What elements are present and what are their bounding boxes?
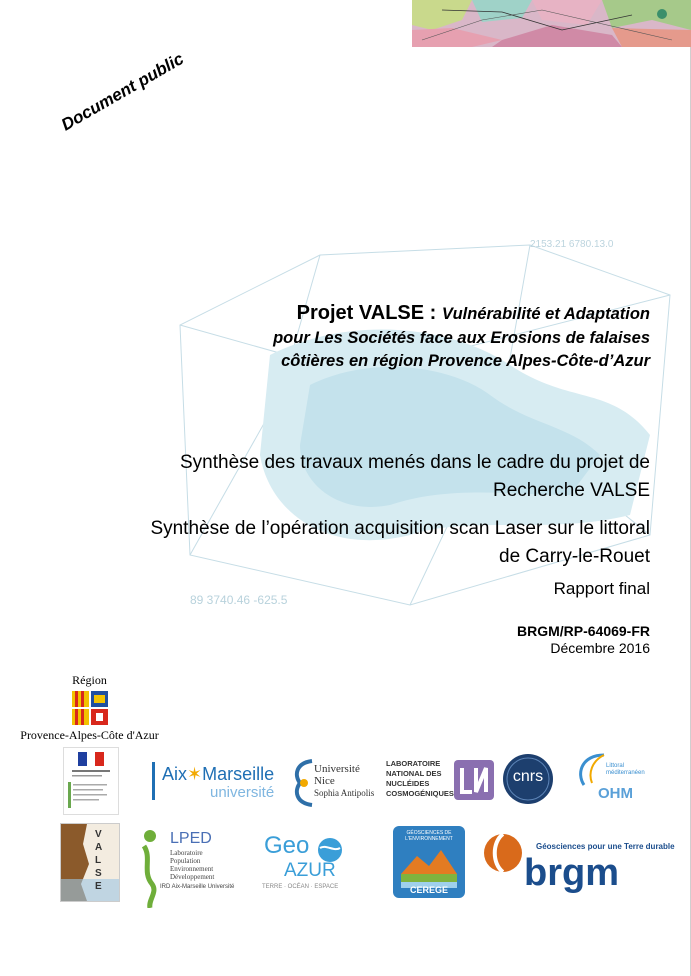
ohm-logo (574, 751, 645, 806)
lnc-logo (386, 756, 496, 806)
title-subtitle-first: Vulnérabilité et Adaptation (441, 305, 650, 323)
valse-label: VALSE (95, 829, 103, 892)
lped-line-3: Environnement (170, 865, 214, 873)
cnrs-label: cnrs (512, 768, 544, 785)
report-date: Décembre 2016 (550, 640, 650, 656)
amu-word-1: Aix (162, 764, 188, 784)
bg-coordinate-bottom: 89 3740.46 -625.5 (190, 593, 288, 607)
lped-line-1: Laboratoire (170, 849, 203, 857)
brgm-tagline: Géosciences pour une Terre durable (536, 842, 675, 851)
report-reference: BRGM/RP-64069-FR (516, 623, 650, 639)
unice-emblem-icon (290, 757, 316, 809)
star-icon: ✶ (187, 764, 203, 784)
lped-footer: IRD Aix-Marseille Université (160, 884, 235, 890)
cerege-name: CEREGE (409, 885, 448, 895)
amu-word-3: université (210, 784, 275, 801)
lped-line-2: Population (170, 857, 201, 865)
bg-coordinate-top: 2153.21 6780.13.0 (530, 239, 614, 250)
universite-nice-logo (290, 757, 375, 812)
synthesis-1-line-1: Synthèse des travaux menés dans le cadre du projet de (179, 452, 650, 473)
ministry-logo (63, 747, 119, 815)
title-line-3: côtières en région Provence Alpes-Côte-d’Azur (281, 352, 650, 370)
ohm-small-label: Littoral méditerranéen (606, 763, 645, 776)
geological-map-banner (412, 0, 691, 47)
title-line-2: pour Les Sociétés face aux Erosions de falaises (273, 329, 650, 347)
lnc-emblem-icon (452, 756, 496, 804)
ohm-main-label: OHM (598, 785, 633, 802)
brgm-emblem-icon (482, 832, 524, 874)
brgm-logo (480, 828, 675, 898)
cnrs-logo (502, 753, 554, 805)
synthesis-2 (10, 515, 650, 571)
lnc-line-2: NATIONAL DES (386, 769, 442, 778)
cerege-arc-text: GÉOSCIENCES DE L'ENVIRONNEMENT (405, 830, 453, 842)
amu-word-2: Marseille (202, 764, 275, 784)
lnc-line-3: NUCLÉIDES (386, 779, 430, 788)
synthesis-1 (10, 449, 650, 505)
lped-line-4: Développement (170, 873, 215, 881)
valse-logo (60, 823, 120, 902)
geoazur-logo (260, 830, 355, 895)
geoazur-tagline: TERRE · OCÉAN · ESPACE (262, 884, 339, 890)
report-title (90, 300, 650, 373)
lped-name: LPED (170, 830, 212, 847)
cerege-logo (393, 826, 465, 898)
aix-marseille-universite-logo (150, 760, 280, 805)
unice-line-2: Nice (314, 775, 335, 787)
title-main: Projet VALSE : (296, 302, 442, 324)
brgm-name: brgm (524, 852, 619, 894)
geoazur-azur: AZUR (284, 860, 336, 881)
report-type: Rapport final (553, 579, 650, 598)
region-coat-of-arms-icon (70, 689, 110, 727)
lnc-line-4: COSMOGÉNIQUES (386, 789, 454, 798)
document-public-stamp: Document public (58, 49, 187, 135)
lped-figure-icon (138, 828, 162, 908)
region-paca-logo (17, 673, 162, 745)
lnc-line-1: LABORATOIRE (386, 759, 441, 768)
geoazur-geo: Geo (264, 832, 310, 859)
lped-logo (138, 828, 238, 908)
synthesis-1-line-2: Recherche VALSE (492, 480, 650, 501)
unice-line-3: Sophia Antipolis (314, 788, 375, 798)
synthesis-2-line-2: de Carry-le-Rouet (499, 546, 650, 567)
region-name: Provence-Alpes-Côte d'Azur (20, 728, 159, 742)
unice-line-1: Université (314, 763, 360, 775)
region-label: Région (72, 673, 107, 687)
synthesis-2-line-1: Synthèse de l’opération acquisition scan Laser sur le littoral (150, 518, 650, 539)
